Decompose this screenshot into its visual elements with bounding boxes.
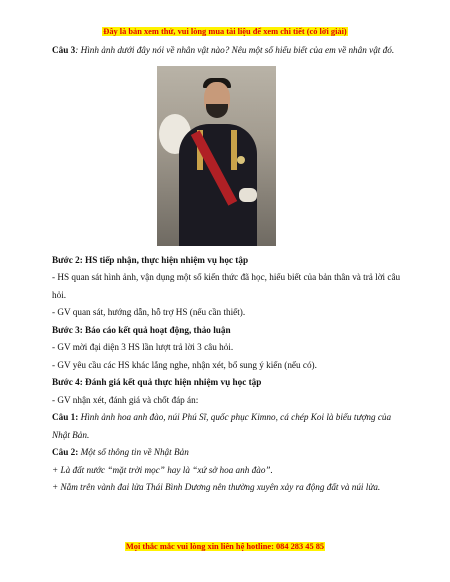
answer-1-label: Câu 1: [52,412,79,422]
answer-2-bullet-2: + Nằm trên vành đai lửa Thái Bình Dương nên thường xuyên xảy ra động đất và núi lửa. [52,482,381,492]
step-4-line-1: - GV nhận xét, đánh giá và chốt đáp án: [52,394,199,405]
question-3-text: : Hình ảnh dưới đây nói về nhân vật nào? Nêu một số hiểu biết của em về nhân vật đó. [75,45,395,55]
hotline-footer [0,536,450,554]
document-body [52,42,408,497]
preview-banner [0,21,450,39]
preview-banner-text: Đây là bản xem thử, vui lòng mua tài liệu để xem chi tiết (có lời giải) [103,27,347,36]
answer-1 [52,409,408,444]
answer-2 [52,444,408,462]
step-4-title: Bước 4: Đánh giá kết quả thực hiện nhiệm vụ học tập [52,377,262,387]
question-3-label: Câu 3 [52,45,76,55]
answer-2-text: Một số thông tin về Nhật Bản [78,447,189,457]
step-2-line-2: - GV quan sát, hướng dẫn, hỗ trợ HS (nếu cần thiết). [52,307,246,317]
step-3-line-2: - GV yêu cầu các HS khác lắng nghe, nhận xét, bổ sung ý kiến (nếu có). [52,359,317,370]
question-3 [52,42,408,60]
answer-2-bullet-1: + Là đất nước “mặt trời mọc” hay là “xứ sở hoa anh đào”. [52,464,273,475]
step-2-title: Bước 2: HS tiếp nhận, thực hiện nhiệm vụ học tập [52,254,249,265]
portrait-photo [157,66,276,246]
answer-1-text: Hình ảnh hoa anh đào, núi Phú Sĩ, quốc phục Kimno, cá chép Koi là biểu tượng của Nhật Bản. [52,412,392,440]
step-3-line-1: - GV mời đại diện 3 HS lần lượt trả lời 3 câu hỏi. [52,342,234,352]
answer-2-label: Câu 2: [52,447,79,457]
step-2-line-1: - HS quan sát hình ảnh, vận dụng một số kiến thức đã học, hiểu biết của bản thân và trả lời câu hỏi. [52,272,401,300]
step-3-title: Bước 3: Báo cáo kết quả hoạt động, thảo luận [52,324,231,335]
hotline-footer-text: Mọi thắc mắc vui lòng xin liên hệ hotline: 084 283 45 85 [125,542,325,551]
